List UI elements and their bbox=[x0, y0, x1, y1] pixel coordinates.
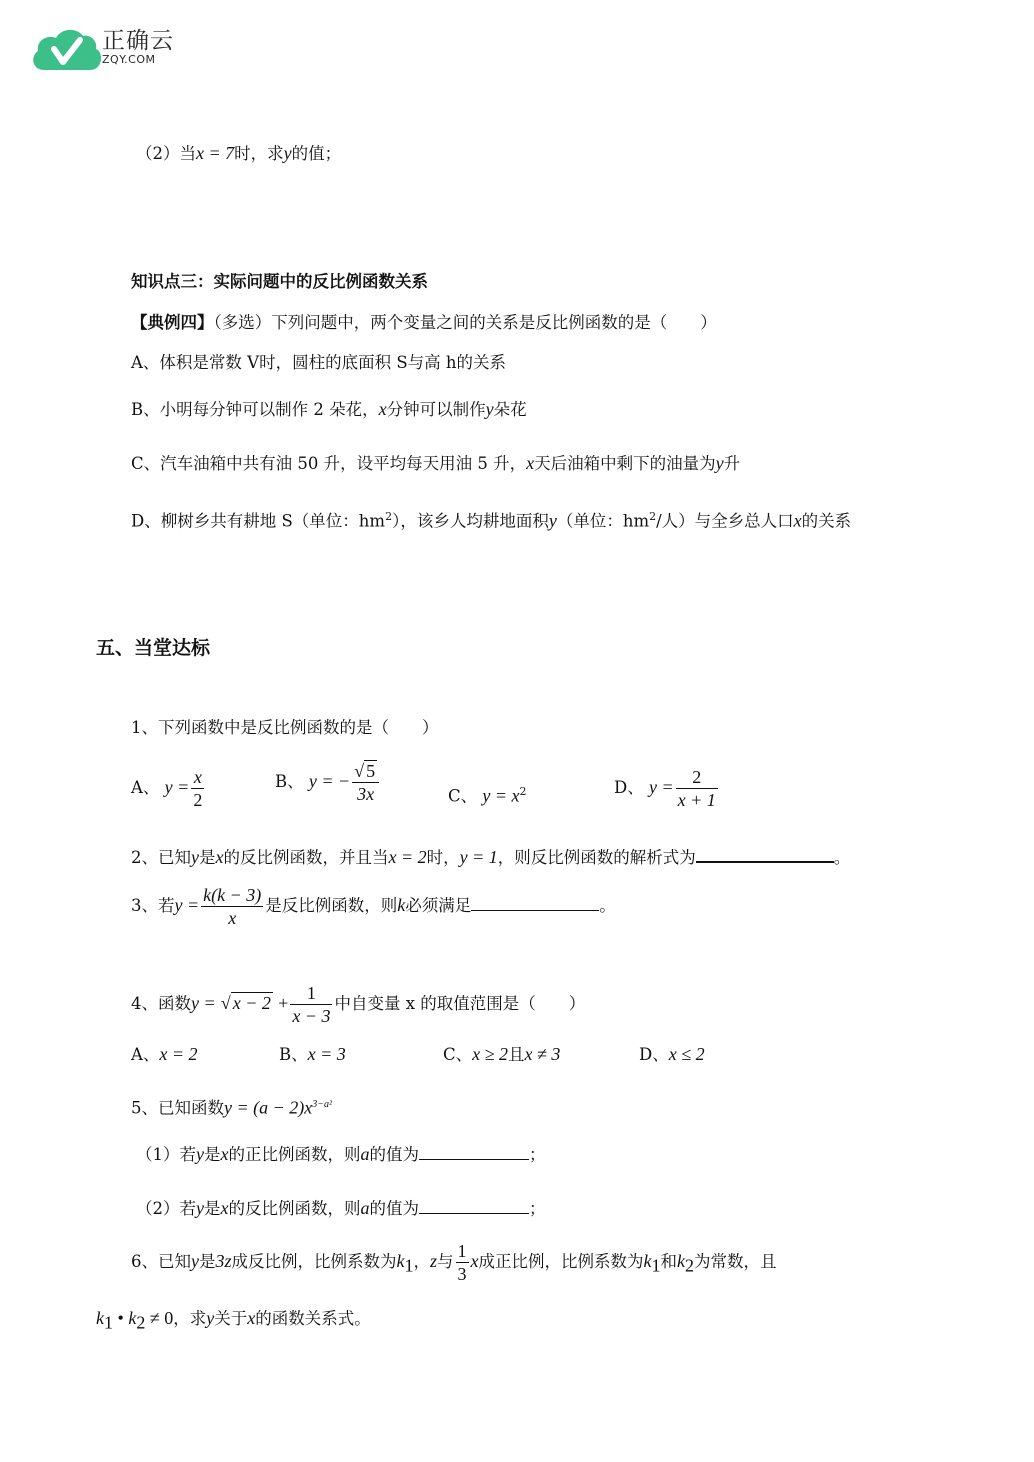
q3-end: 。 bbox=[599, 896, 616, 915]
opt-c-x: x bbox=[526, 453, 535, 473]
q6-k: k bbox=[396, 1251, 405, 1271]
q2-part2-post: 的值； bbox=[291, 144, 342, 163]
q1d-fraction bbox=[676, 766, 718, 811]
opt-d-4: /人）与全乡总人口 bbox=[656, 511, 794, 531]
q6-line2 bbox=[96, 1307, 371, 1333]
q5-2-end: ； bbox=[529, 1199, 546, 1218]
q6-pre: 6、已知 bbox=[131, 1252, 191, 1271]
q1b-num: 5 bbox=[366, 761, 376, 781]
q1-option-d bbox=[614, 766, 720, 811]
q6-l2-neq: ≠ 0 bbox=[145, 1308, 174, 1328]
q5-part1-line bbox=[136, 1143, 546, 1166]
q2-eq1: x = 2 bbox=[388, 847, 427, 867]
q5-1-x: x bbox=[220, 1144, 229, 1164]
q4-pre: 4、函数 bbox=[131, 994, 191, 1013]
q6-c: ， bbox=[413, 1252, 431, 1271]
q1b-label: B、 bbox=[275, 772, 304, 791]
q3-fraction bbox=[201, 884, 263, 929]
q6-3z: 3z bbox=[215, 1251, 232, 1271]
q1b-fraction bbox=[352, 760, 379, 805]
q1d-num: 2 bbox=[676, 766, 718, 789]
q6-f: 和 bbox=[660, 1252, 678, 1271]
q4d-expr: x ≤ 2 bbox=[668, 1044, 705, 1064]
q1c-sup: 2 bbox=[519, 785, 527, 798]
q4-lhs: y = bbox=[191, 993, 216, 1013]
q4-fraction bbox=[290, 982, 332, 1027]
q4a-expr: x = 2 bbox=[159, 1044, 198, 1064]
q2-answer-blank[interactable] bbox=[696, 845, 834, 863]
opt-d-sup2: 2 bbox=[649, 510, 657, 523]
q2-y: y bbox=[191, 847, 199, 867]
q5-1-y: y bbox=[196, 1144, 204, 1164]
q2-a: 是 bbox=[199, 848, 216, 867]
q6-den: 3 bbox=[457, 1264, 467, 1284]
q3-answer-blank[interactable] bbox=[471, 894, 599, 911]
q4-sqrt-wrap: √ x − 2 bbox=[220, 993, 271, 1013]
opt-c-pre: C、汽车油箱中共有油 50 升，设平均每天用油 5 升， bbox=[131, 454, 527, 473]
q4-plus: + bbox=[278, 993, 289, 1013]
opt-c-y: y bbox=[715, 453, 724, 473]
q6-k1-sub: 1 bbox=[651, 1255, 661, 1276]
q6-num: 1 bbox=[457, 1241, 467, 1261]
q4-num: 1 bbox=[290, 982, 332, 1005]
opt-d-2: ），该乡人均耕地面积 bbox=[392, 511, 549, 531]
q5-sup: 3−a² bbox=[312, 1099, 333, 1110]
q1-option-b bbox=[275, 760, 381, 805]
q1a-label: A、 bbox=[131, 778, 160, 797]
q5-2-a: 是 bbox=[204, 1199, 221, 1218]
opt-d-5: 的关系 bbox=[801, 511, 852, 531]
section5-title: 五、当堂达标 bbox=[96, 637, 211, 659]
q1b-num-wrap: √ 5 bbox=[352, 760, 379, 783]
q1d-lhs: y = bbox=[648, 777, 674, 797]
opt-d-x: x bbox=[793, 510, 802, 531]
q5-2-b: 的反比例函数，则 bbox=[228, 1199, 361, 1218]
example4-line bbox=[131, 312, 717, 334]
q4c-expr2: x ≠ 3 bbox=[524, 1044, 561, 1064]
q1c-label: C、 bbox=[448, 786, 478, 806]
q5-1-var: a bbox=[360, 1144, 370, 1164]
q4-option-c bbox=[443, 1043, 560, 1066]
q5-1-b: 的正比例函数，则 bbox=[228, 1145, 361, 1164]
opt-b-x: x bbox=[378, 399, 387, 419]
q6-e: 成正比例，比例系数为 bbox=[478, 1252, 644, 1271]
opt-b-post: 朵花 bbox=[493, 400, 527, 419]
q6-z: z bbox=[430, 1251, 438, 1271]
opt-c-mid: 天后油箱中剩下的油量为 bbox=[534, 454, 716, 473]
opt-d-y: y bbox=[548, 510, 557, 531]
q4-post: 中自变量 x 的取值范围是（ ） bbox=[334, 994, 586, 1013]
q6-line1 bbox=[131, 1240, 777, 1285]
q3-num: k(k − 3) bbox=[203, 885, 262, 905]
q3-pre: 3、若 bbox=[131, 896, 175, 915]
example4-text: （多选）下列问题中，两个变量之间的关系是反比例函数的是（ ） bbox=[213, 313, 717, 332]
q5-2-pre: （2）若 bbox=[136, 1199, 196, 1218]
example4-option-b bbox=[131, 398, 527, 421]
q5-1-end: ； bbox=[529, 1145, 546, 1164]
q6-l2-x: x bbox=[247, 1308, 256, 1328]
q4c-and: 且 bbox=[508, 1045, 525, 1064]
q2-part2-line bbox=[136, 142, 341, 165]
q6-g: 为常数，且 bbox=[694, 1252, 777, 1271]
q2-part2-mid: 时，求 bbox=[234, 144, 284, 163]
q4c-label: C、 bbox=[443, 1045, 473, 1064]
q6-d: 与 bbox=[437, 1252, 454, 1271]
example4-option-a: A、体积是常数 V时，圆柱的底面积 S与高 h的关系 bbox=[131, 353, 506, 372]
logo-domain: ZQY.COM bbox=[102, 53, 156, 66]
q2-line bbox=[131, 845, 850, 869]
q1d-label: D、 bbox=[614, 778, 644, 797]
opt-d-1: D、柳树乡共有耕地 S（单位：hm bbox=[131, 511, 386, 531]
q3-mid: 是反比例函数，则 bbox=[265, 896, 398, 915]
q1a-fraction bbox=[191, 766, 204, 811]
q6-l2-dot: • bbox=[113, 1308, 129, 1328]
q1-text: 1、下列函数中是反比例函数的是（ ） bbox=[131, 718, 439, 737]
q5-2-x: x bbox=[220, 1198, 229, 1218]
q6-l2-a: ，求 bbox=[173, 1309, 207, 1328]
q5-expr: y = (a − 2)x bbox=[224, 1097, 313, 1118]
q5-part2-line bbox=[136, 1197, 546, 1220]
q5-2-answer-blank[interactable] bbox=[419, 1197, 529, 1214]
q5-line bbox=[131, 1094, 332, 1120]
q2-eq2: y = 1 bbox=[459, 847, 498, 867]
q2-b: 的反比例函数，并且当 bbox=[223, 848, 389, 867]
q2-part2-eq: x = 7 bbox=[196, 143, 235, 163]
q6-a: 是 bbox=[199, 1252, 216, 1271]
q5-2-var: a bbox=[360, 1198, 370, 1218]
q3-lhs: y = bbox=[174, 895, 200, 915]
q4b-expr: x = 3 bbox=[307, 1044, 346, 1064]
q4-option-a bbox=[131, 1043, 198, 1066]
opt-b-y: y bbox=[485, 399, 494, 419]
opt-d-3: （单位：hm bbox=[556, 511, 650, 531]
q1a-den: 2 bbox=[193, 790, 203, 810]
q6-l2-b: 关于 bbox=[214, 1309, 248, 1328]
q5-2-y: y bbox=[196, 1198, 204, 1218]
q1d-den: x + 1 bbox=[677, 790, 716, 810]
q2-d: ，则反比例函数的解析式为 bbox=[497, 848, 696, 867]
q5-1-c: 的值为 bbox=[369, 1145, 419, 1164]
example4-option-c bbox=[131, 452, 740, 475]
q4-option-d bbox=[639, 1043, 705, 1066]
q5-1-a: 是 bbox=[204, 1145, 221, 1164]
q4a-label: A、 bbox=[131, 1045, 160, 1064]
q6-y: y bbox=[191, 1251, 199, 1271]
q6-l2-k2-sub: 2 bbox=[136, 1312, 146, 1333]
q2-part2-pre: （2）当 bbox=[136, 144, 196, 163]
q2-c: 时， bbox=[426, 848, 460, 867]
q2-x: x bbox=[215, 847, 224, 867]
q4-den: x − 3 bbox=[292, 1006, 331, 1026]
q6-k2: k bbox=[677, 1251, 686, 1271]
opt-d-sup1: 2 bbox=[385, 510, 393, 523]
q1-option-c bbox=[448, 781, 527, 808]
q6-k-sub: 1 bbox=[404, 1255, 414, 1276]
q4-line bbox=[131, 982, 585, 1027]
q6-l2-k2: k bbox=[128, 1308, 137, 1328]
q1c-expr: y = x bbox=[482, 785, 520, 806]
q6-l2-c: 的函数关系式。 bbox=[255, 1309, 371, 1328]
opt-b-pre: B、小明每分钟可以制作 2 朵花， bbox=[131, 400, 379, 419]
q3-line bbox=[131, 884, 616, 929]
logo-name: 正确云 bbox=[102, 28, 174, 54]
q4-option-b bbox=[279, 1043, 346, 1066]
q6-fraction bbox=[456, 1240, 469, 1285]
example4-option-d bbox=[131, 506, 851, 533]
section3-title: 知识点三：实际问题中的反比例函数关系 bbox=[131, 272, 428, 291]
q5-pre: 5、已知函数 bbox=[131, 1098, 224, 1118]
q1b-den: 3x bbox=[357, 784, 375, 804]
q6-l2-k1: k bbox=[96, 1308, 104, 1328]
q6-b: 成反比例，比例系数为 bbox=[231, 1252, 397, 1271]
q1a-lhs: y = bbox=[164, 777, 190, 797]
q3-k: k bbox=[397, 895, 406, 915]
example4-label: 【典例四】 bbox=[131, 313, 214, 332]
q5-2-c: 的值为 bbox=[369, 1199, 419, 1218]
q5-1-pre: （1）若 bbox=[136, 1145, 196, 1164]
q3-den: x bbox=[228, 908, 237, 928]
q6-k2-sub: 2 bbox=[685, 1255, 695, 1276]
opt-b-mid: 分钟可以制作 bbox=[386, 400, 486, 419]
opt-c-post: 升 bbox=[723, 454, 741, 473]
q1a-num: x bbox=[191, 766, 204, 789]
q4b-label: B、 bbox=[279, 1045, 308, 1064]
q1-option-a bbox=[131, 766, 206, 811]
q2-end: 。 bbox=[833, 848, 851, 867]
q3-post: 必须满足 bbox=[405, 896, 472, 915]
q2-pre: 2、已知 bbox=[131, 848, 191, 867]
logo-text bbox=[102, 28, 174, 66]
q4-sqrt: x − 2 bbox=[232, 993, 271, 1013]
q4d-label: D、 bbox=[639, 1045, 669, 1064]
q6-x: x bbox=[470, 1251, 479, 1271]
q6-l2-y: y bbox=[206, 1308, 215, 1328]
q6-l2-k1-sub: 1 bbox=[104, 1312, 113, 1333]
q5-1-answer-blank[interactable] bbox=[419, 1143, 529, 1160]
q1b-lhs: y = − bbox=[308, 771, 351, 791]
q6-k1: k bbox=[643, 1251, 652, 1271]
q2-part2-var: y bbox=[283, 143, 292, 163]
q4c-expr1: x ≥ 2 bbox=[472, 1044, 508, 1064]
